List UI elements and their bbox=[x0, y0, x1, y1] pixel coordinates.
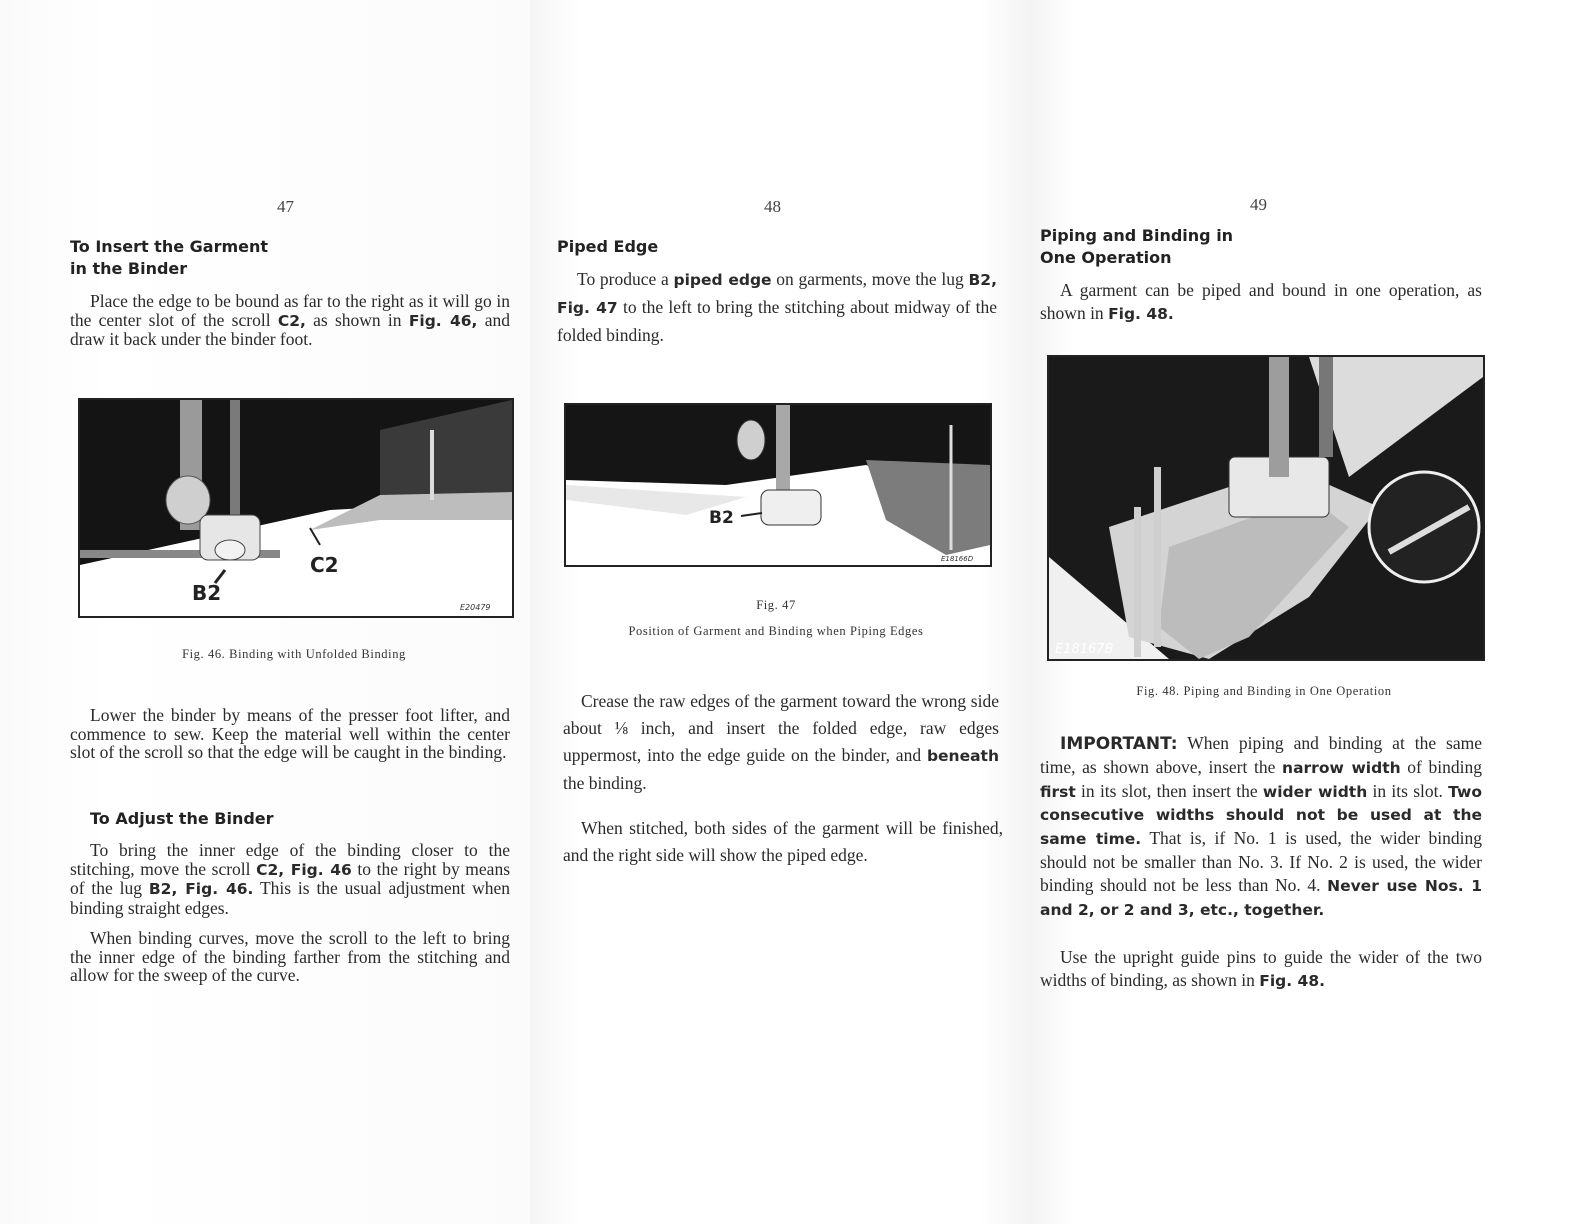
paragraph: When stitched, both sides of the garment will be finished, and the right side will show the piped edge. bbox=[563, 818, 1003, 865]
paragraph: To bring the inner edge of the binding closer to the stitching, move the scroll C2, Fig. 46 to the right by means of the lug B2, Fig. 46. This is the usual adjustment when binding straight edges. bbox=[70, 840, 510, 918]
section-heading: To Adjust the Binder bbox=[90, 809, 274, 828]
figure-caption: Position of Garment and Binding when Piping Edges bbox=[628, 624, 924, 638]
figure-48-image bbox=[1047, 355, 1485, 661]
paragraph: Lower the binder by means of the presser foot lifter, and commence to sew. Keep the material well within the center slot of the scroll so that the edge will be caught in the binding. bbox=[70, 705, 510, 762]
section-heading: Piped Edge bbox=[557, 237, 659, 256]
section-heading bbox=[1040, 225, 1233, 269]
paragraph: Crease the raw edges of the garment toward the wrong side about ⅛ inch, and insert the folded edge, raw edges uppermost, into the edge guide on the binder, and beneath the binding. bbox=[563, 691, 999, 793]
label-b2: B2 bbox=[192, 581, 222, 605]
page-47 bbox=[0, 0, 530, 1224]
label-c2: C2 bbox=[310, 553, 339, 577]
paragraph: Place the edge to be bound as far to the right as it will go in the center slot of the scroll C2, as shown in Fig. 46, and draw it back under the binder foot. bbox=[70, 291, 510, 349]
figure-code: E20479 bbox=[460, 603, 491, 612]
paragraph: To produce a piped edge on garments, move the lug B2, Fig. 47 to the left to bring the stitching about midway of the folded binding. bbox=[557, 269, 998, 345]
figure-caption: Fig. 48. Piping and Binding in One Operation bbox=[1136, 684, 1392, 698]
important-paragraph: IMPORTANT: When piping and binding at the same time, as shown above, insert the narrow width of binding first in its slot, then insert the wider width in its slot. Two consecutive widths should not be used at the same time. That is, if No. 1 is used, the wider binding should not be smaller than No. 3. If No. 2 is used, the wider binding should not be less than No. 4. Never use Nos. 1 and 2, or 2 and 3, etc., together. bbox=[1040, 733, 1482, 919]
page-number: 47 bbox=[277, 197, 294, 216]
figure-47-image bbox=[564, 403, 992, 567]
page-49 bbox=[1030, 0, 1584, 1224]
heading-line-2: in the Binder bbox=[70, 259, 188, 278]
section-heading bbox=[70, 236, 268, 280]
figure-caption: Fig. 46. Binding with Unfolded Binding bbox=[182, 647, 406, 661]
heading-line-2: One Operation bbox=[1040, 248, 1172, 267]
figure-caption-number: Fig. 47 bbox=[756, 598, 796, 612]
paragraph: A garment can be piped and bound in one operation, as shown in Fig. 48. bbox=[1040, 280, 1482, 323]
heading-line-1: Piping and Binding in bbox=[1040, 226, 1234, 245]
label-b2: B2 bbox=[709, 508, 734, 528]
page-number: 48 bbox=[764, 197, 781, 216]
paragraph: When binding curves, move the scroll to the left to bring the inner edge of the binding farther from the stitching and allow for the sweep of the curve. bbox=[70, 928, 510, 985]
heading-line-1: To Insert the Garment bbox=[70, 237, 269, 256]
page-48 bbox=[530, 0, 1030, 1224]
figure-code: E18166D bbox=[941, 555, 974, 563]
figure-code: E18167B bbox=[1055, 642, 1114, 657]
paragraph: Use the upright guide pins to guide the wider of the two widths of binding, as shown in Fig. 48. bbox=[1040, 947, 1482, 990]
page-number: 49 bbox=[1250, 195, 1267, 214]
figure-46-image bbox=[78, 398, 514, 618]
